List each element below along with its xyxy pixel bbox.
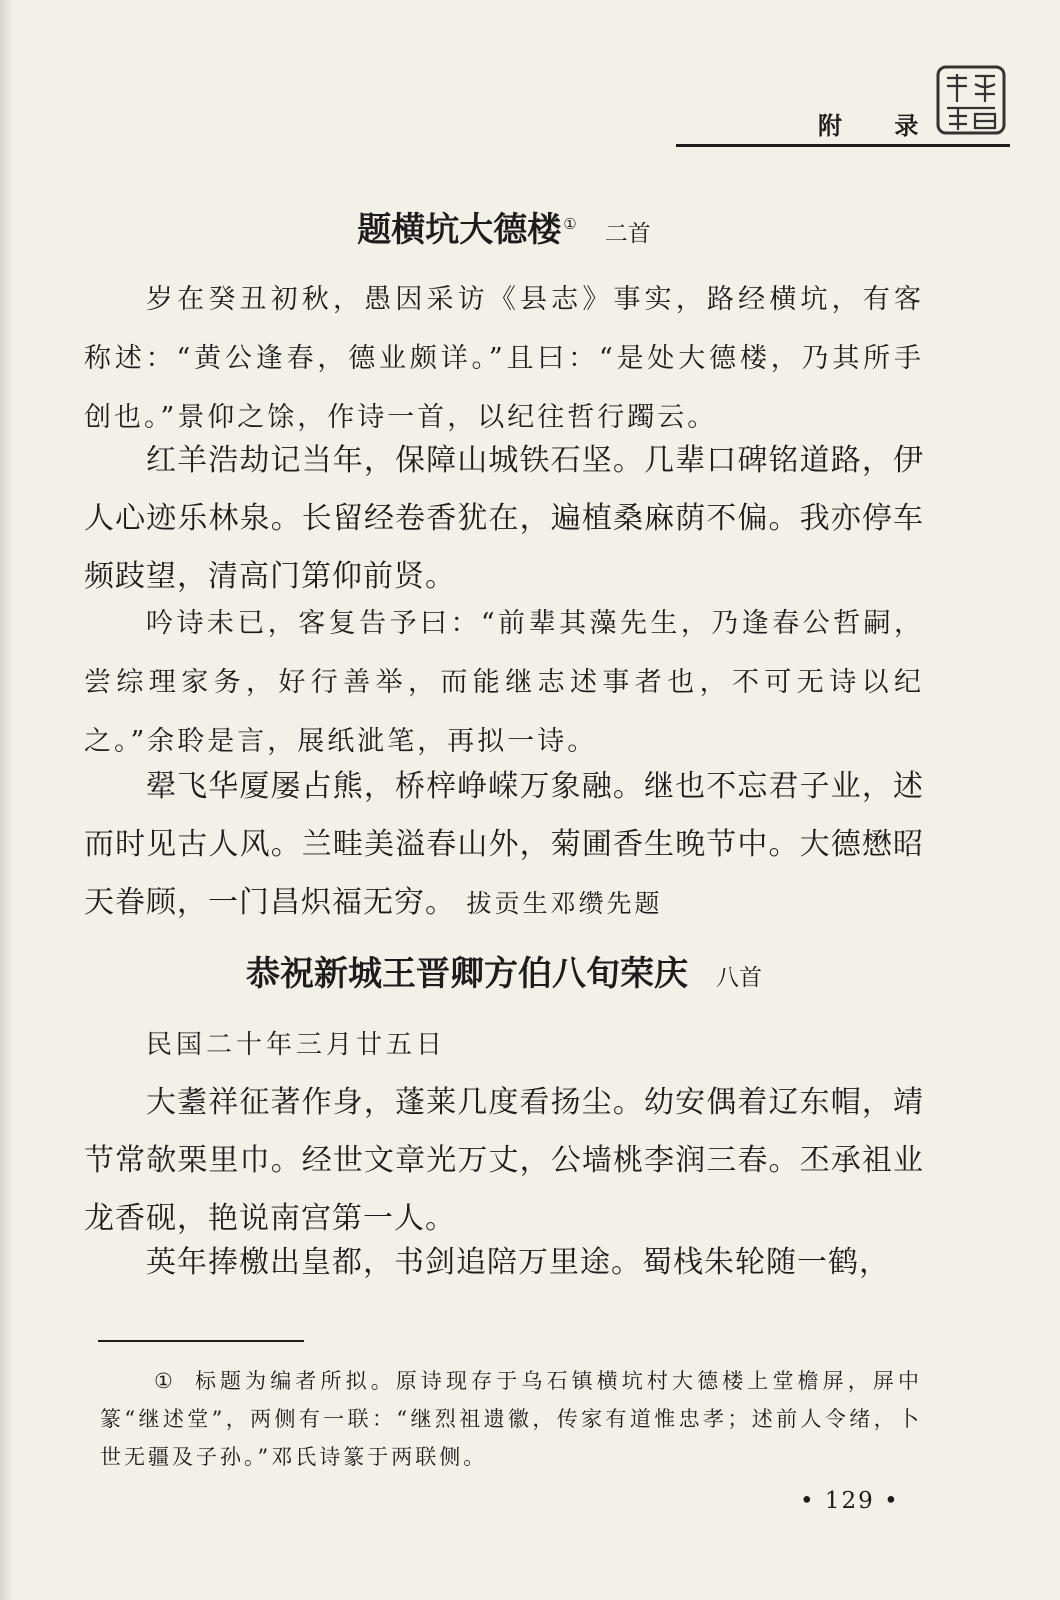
seal-stamp-icon <box>935 64 1007 136</box>
footnote-mark: ① <box>154 1369 177 1393</box>
poem-1-verse-2 <box>84 758 924 933</box>
poem-1-subtitle: 二首 <box>604 221 651 247</box>
header-rule <box>676 144 1010 147</box>
poem-1-title-line <box>84 202 924 251</box>
section-header: 附 录 <box>818 112 941 140</box>
page-edge-shadow <box>0 0 14 1600</box>
page-number: • 129 • <box>800 1488 900 1514</box>
poem-2-title-line <box>84 946 924 995</box>
footnote-ref: ① <box>563 214 577 233</box>
poem-2-verse-2: 英年捧檄出皇都，书剑追陪万里途。蜀栈朱轮随一鹤， <box>146 1245 890 1280</box>
poem-1-verse-1: 红羊浩劫记当年，保障山城铁石坚。几辈口碑铭道路，伊人心迹乐林泉。长留经卷香犹在，遍植桑麻荫不偏。我亦停车频跂望，清高门第仰前贤。 <box>84 443 924 594</box>
poem-2-subtitle: 八首 <box>716 965 762 991</box>
footnote-rule <box>98 1340 304 1342</box>
footnote <box>100 1362 922 1476</box>
poem-1-interlude: 吟诗未已，客复告予曰：“前辈其藻先生，乃逢春公哲嗣，尝综理家务，好行善举，而能继志述事者也，不可无诗以纪之。”余聆是言，展纸泚笔，再拟一诗。 <box>84 608 924 757</box>
poem-1-verse-2-text: 翚飞华厦屡占熊，桥梓峥嵘万象融。继也不忘君子业，述而时见古人风。兰畦美溢春山外，菊圃香生晚节中。大德懋昭天眷顾，一门昌炽福无穷。 <box>84 769 924 920</box>
poem-1-signature: 拔贡生邓缵先题 <box>466 889 663 918</box>
poem-2-date: 民国二十年三月廿五日 <box>146 1030 447 1060</box>
poem-1-title: 题横坑大德楼 <box>357 210 562 250</box>
poem-2-title: 恭祝新城王晋卿方伯八旬荣庆 <box>246 954 688 994</box>
poem-1-preface: 岁在癸丑初秋，愚因采访《县志》事实，路经横坑，有客称述：“黄公逢春，德业颇详。”且曰：“是处大德楼，乃其所手创也。”景仰之馀，作诗一首，以纪往哲行躅云。 <box>84 284 924 433</box>
poem-2-verse-1: 大耋祥征著作身，蓬莱几度看扬尘。幼安偶着辽东帽，靖节常欹栗里巾。经世文章光万丈，公墙桃李润三春。丕承祖业龙香砚，艳说南宫第一人。 <box>84 1085 924 1236</box>
footnote-text: 标题为编者所拟。原诗现存于乌石镇横坑村大德楼上堂檐屏，屏中篆“继述堂”，两侧有一联：“继烈祖遗徽，传家有道惟忠孝；述前人令绪，卜世无疆及子孙。”邓氏诗篆于两联侧。 <box>100 1369 922 1469</box>
